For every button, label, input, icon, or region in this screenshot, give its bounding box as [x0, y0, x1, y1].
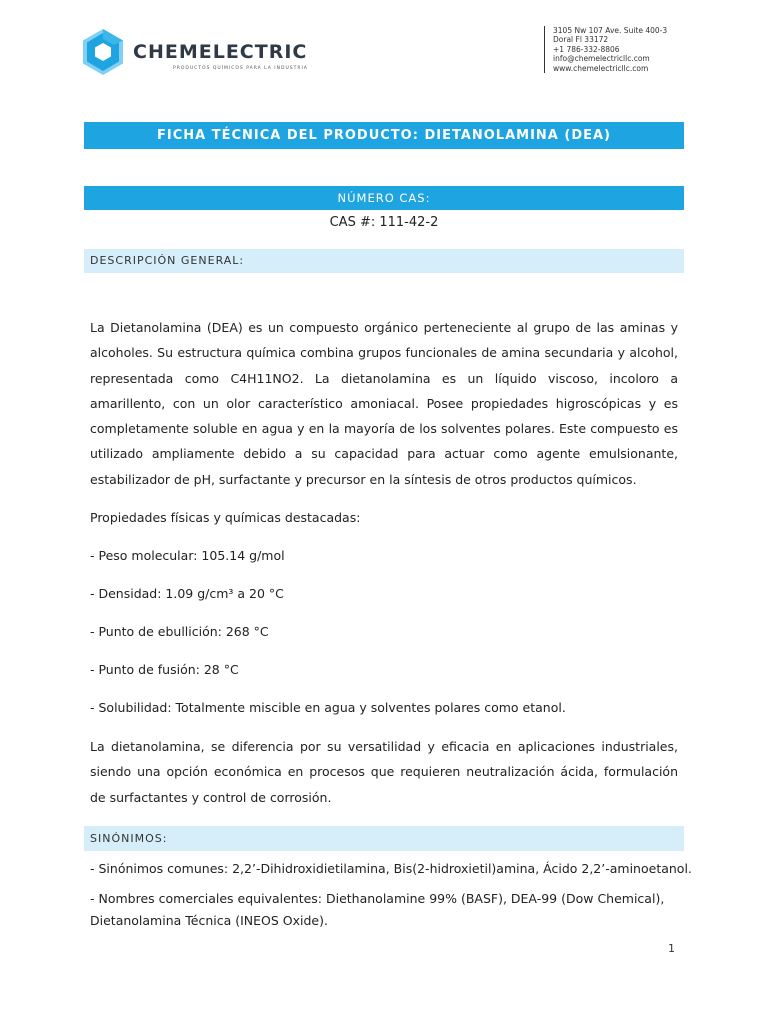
- description-paragraph: La Dietanolamina (DEA) es un compuesto orgánico perteneciente al grupo de las aminas y alcoholes. Su estructura química combina grupos funcionales de amina secundaria y alcohol, representada como C4H11NO2. La dietanolamina es un líquido viscoso, incoloro a amarillento, con un olor característico amoniacal. Posee propiedades higroscópicas y es completamente soluble en agua y en la mayoría de los solventes polares. Este compuesto es utilizado ampliamente debido a su capacidad para actuar como agente emulsionante, estabilizador de pH, surfactante y precursor en la síntesis de otros productos químicos.: [90, 320, 678, 487]
- page-number: 1: [668, 942, 675, 955]
- description-heading: DESCRIPCIÓN GENERAL:: [84, 249, 684, 273]
- synonyms-heading: SINÓNIMOS:: [84, 826, 684, 851]
- contact-address: 3105 Nw 107 Ave. Suite 400-3: [553, 26, 668, 35]
- contact-city: Doral Fl 33172: [553, 35, 609, 45]
- synonyms-common: - Sinónimos comunes: 2,2’-Dihidroxidietilamina, Bis(2-hidroxietil)amina, Ácido 2,2’-aminoetanol.: [90, 861, 692, 876]
- synonyms-commercial: - Nombres comerciales equivalentes: Diethanolamine 99% (BASF), DEA-99 (Dow Chemical), Dietanolamina Técnica (INEOS Oxide).: [90, 891, 665, 928]
- properties-heading: Propiedades físicas y químicas destacadas:: [90, 510, 361, 525]
- cas-value: CAS #: 111-42-2: [329, 215, 439, 230]
- closing-paragraph: La dietanolamina, se diferencia por su versatilidad y eficacia en aplicaciones industriales, siendo una opción económica en procesos que requieren neutralización ácida, formulación de surfactantes y control de corrosión.: [90, 739, 678, 805]
- cas-heading: NÚMERO CAS:: [84, 186, 684, 210]
- company-logo: [80, 27, 330, 77]
- hexagon-logo-icon: [80, 27, 126, 77]
- property-item: - Peso molecular: 105.14 g/mol: [90, 548, 285, 563]
- property-item: - Punto de ebullición: 268 °C: [90, 624, 269, 639]
- brand-tagline: PRODUCTOS QUÍMICOS PARA LA INDUSTRIA: [173, 66, 308, 71]
- property-item: - Densidad: 1.09 g/cm³ a 20 °C: [90, 586, 284, 601]
- brand-name: CHEMELECTRIC: [133, 41, 308, 63]
- contact-info: [544, 26, 667, 73]
- property-item: - Solubilidad: Totalmente miscible en agua y solventes polares como etanol.: [90, 700, 566, 715]
- contact-email: info@chemelectricllc.com: [553, 54, 650, 64]
- contact-website: www.chemelectricllc.com: [553, 63, 649, 73]
- document-title: FICHA TÉCNICA DEL PRODUCTO: DIETANOLAMINA (DEA): [84, 122, 684, 149]
- contact-phone: +1 786-332-8806: [553, 44, 620, 54]
- property-item: - Punto de fusión: 28 °C: [90, 662, 239, 677]
